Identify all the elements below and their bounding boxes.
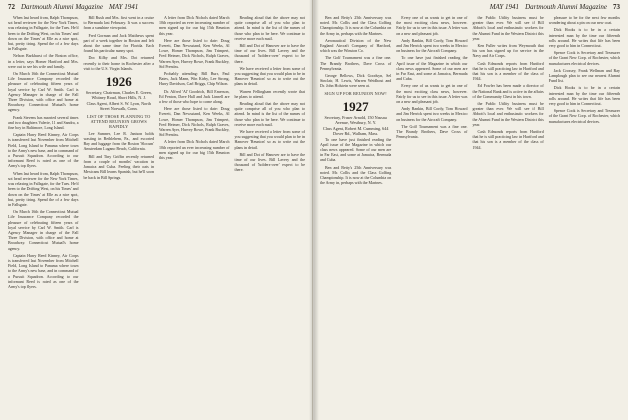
paragraph: A letter from Dick Nichols dated March 10th reported an ever increasing number of men signed up for our big 15th Reunion this year. — [159, 139, 230, 161]
paragraph: Andy Rankin, Bill Cordy, Tom Howard and Jim Herrick spent two weeks in Mexico on business for the Aircraft Company. — [396, 37, 468, 54]
paragraph: Lee Sumner, Lee R. Janison holds wasting in Bethlehem, Pa., and escorted Bay and luggage from the Boston 'Slocum' Amsterdam Lugano Beach, California. — [83, 130, 154, 152]
paragraph: the Public Utility business must be greater than ever. We will see if Bill Abbott's local and enthusiastic workers for the Alumni Fund in the Western District this year. — [472, 15, 544, 41]
paragraph: Here are those listed to date: Doug Everett, Dan Newsstand, Ken Weeks, Al Lowe, Homer Thompson, Jim Trimpert, Fred Heimer, Dick Nichols, Ralph Graves, Warren Ayer, Harvey Rowe, Frank Buckley, Sid Prentiss. — [159, 106, 230, 138]
paragraph: Ben and Betty's 25th Anniversary was noted. Mr. Collis and the Class Golfing Championship. It is now at the Columbia on the Army in, perhaps with the Marines. — [320, 15, 392, 36]
paragraph: We have received a letter from some of you suggesting that you would plan to be in Hanover 'Reunion' so as to write out the plans in detail. — [234, 129, 305, 150]
paragraph: Every one of us wants to get in one of the most exciting class news, however. Fairly for us to see in this issue. A letter was on a new and pleasant job. — [396, 15, 468, 36]
paragraph: Cash Edmonds reports from Hartford that he is still practicing law in Hartford and that his son is a member of the class of 1944. — [472, 129, 544, 150]
paragraph: Andy Rankin, Bill Cordy, Tom Howard and Jim Herrick spent two weeks in Mexico on business for the Aircraft Company. — [396, 106, 468, 122]
paragraph: Jack Crossey, Frank Wellman and Ray Lamplough plan to see our nearest Alumni Fund list. — [548, 67, 620, 84]
paragraph: Ben and Betty's 25th Anniversary was noted. Mr. Collis and the Class Golfing Championship. It is now at the Columbia on the Army in, perhaps with the Marines. — [320, 164, 392, 186]
column-1 — [8, 15, 79, 291]
class-agent: Class Agent, Albert S. W. Lyon, North Street Norwalk, Conn. — [86, 100, 151, 112]
page-number: 72 — [8, 3, 15, 11]
issue-date: MAY 1941 — [108, 3, 139, 11]
paragraph: On March 16th the Connecticut Mutual Life Insurance Company recorded the pleasure of celebrating fifteen years of loyal service by Carl W. Smith. Carl is Agency Manager in charge of the Fall Three Division, with office and home at Broadway. Connecticut Mutual's home agency. — [8, 209, 79, 251]
reunion-signup-notice: SIGN UP FOR REUNION NOW! — [324, 90, 387, 96]
column-4 — [549, 15, 620, 188]
paragraph: Dick Hooks is to be in a certain interested man by the time our fifteenth rolls around. He writes that life has been very good to him in Connecticut. — [548, 85, 620, 107]
issue-date: MAY 1941 — [489, 3, 520, 11]
paragraph: Fred Gorman and Jack Matthews spent part of a week together in Boston and left about the same time for Florida. Each found his particular sunny spot. — [83, 32, 154, 54]
paragraph: Ken Fuller writes from Weymouth that his son has signed up for service in the Navy and Air Corps. — [472, 43, 544, 59]
paragraph: Nelson Barkhurst of the Boston office, in a letter, says Homer Hartford and Mrs. were out to see his wife and family. — [8, 53, 79, 69]
paragraph: Aeronautical Division of the New England Aircraft Company of Hartford, which was the Winston Co. — [320, 37, 392, 54]
paragraph: Reading aloud that the above may not quite comprise all of you who plan to attend. In mind is the list of the names of those who plan to be here. We continue to receive more each mail. — [234, 101, 305, 127]
right-columns — [320, 15, 620, 188]
paragraph: The Golf Tournament was a fine one. The Brandy Brothers, Dave Cross of Pennsylvania. — [396, 123, 468, 140]
left-columns — [8, 15, 305, 291]
class-year-heading: 1926 — [105, 74, 132, 90]
paragraph: pleasure to be for the next few months wondering about a pin on our new coat. — [548, 15, 620, 26]
publication-title: Dartmouth Alumni Magazine — [525, 3, 607, 11]
paragraph: Dr. Alfred 'Al' Goodrich, Bill Emerson, Ed Fenton, Dave Hall and Jack Linnell are a few of those who hope to come along. — [159, 88, 230, 105]
paragraph: We have received a letter from some of you suggesting that you would plan to be in Hanover 'Reunion' so as to write out the plans in detail. — [234, 65, 305, 87]
paragraph: Cash Edmonds reports from Hartford that he is still practicing law in Hartford and that his son is a member of the class of 1944. — [472, 60, 544, 82]
right-page — [313, 0, 628, 420]
paragraph: Dick Hooks is to be in a certain interested man by the time our fifteenth rolls around. He writes that life has been very good to him in Connecticut. — [548, 27, 620, 49]
paragraph: Spence Cook is Secretary and Treasurer of the Grant New Corp. of Rochester, which manufactures electrical devices. — [548, 108, 620, 124]
column-4 — [235, 15, 306, 291]
paragraph: Every one of us wants to get in one of the most exciting class news, however. Fairly for us to see in this issue. A letter was on a new and pleasant job. — [396, 83, 468, 105]
paragraph: The Golf Tournament was a fine one. The Brandy Brothers, Dave Cross of Pennsylvania. — [320, 55, 392, 71]
column-3 — [159, 15, 230, 291]
paragraph: Bill and Dot of Hanover are to have the time of our lives. Bill Lavery and the thousand of 'holders-over' expect to be there. — [234, 43, 305, 64]
section-subheading: LIST OF THOSE PLANNING TO ATTEND REUNION GROWS RAPIDLY — [86, 113, 151, 130]
paragraph: Bill and Dot of Hanover are to have the time of our lives. Bill Lavery and the thousand of 'holders-over' expect to be there. — [234, 151, 305, 173]
paragraph: Bill Rush and Mrs. first went in a cruise to Bermuda last February. It was a success from a sunshine viewpoint. — [83, 15, 154, 31]
paragraph: A letter from Dick Nichols dated March 10th reported an ever increasing number of men signed up for our big 15th Reunion this year. — [159, 15, 230, 36]
paragraph: On March 16th the Connecticut Mutual Life Insurance Company recorded the pleasure of celebrating fifteen years of loyal service by Carl W. Smith. Carl is Agency Manager in charge of the Fall Three Division, with office and home at Broadway. Connecticut Mutual's home agency. — [8, 71, 79, 113]
paragraph: George Bellows, Dick Goodsyn, Sel Sinclair, H. Lewis, Warren Weidhout and Dr. John Holstein were seen at. — [320, 73, 392, 89]
paragraph: Captain Harry Reed Kinney, Air Corps is transferred last November from Mitchell Field, Long Island to Panama where town to the Army's new base, and in command of a Pursuit Squadron. According to our informant Reed is rated as one of the Army's top flyers. — [8, 132, 79, 169]
class-secretary: Secretary, Chairman, Charles E. Green, Whitney Road, Short Hills, N. J. — [85, 90, 152, 101]
paragraph: To one have just finished reading the April issue of the Magazine in which our class news appeared. Some of our men are in Far East, and some at Jamaica, Bermuda and Cuba. — [320, 136, 392, 163]
paragraph: Ed Fowler has been made a director of the National Bank and is active in the affairs of the Community Chest in his town. — [472, 83, 544, 99]
paragraph: When last heard from, Ralph Thompson, sot head reviewer for the New York Times, was relaxing in Fallsgate, for the Tues. He'd been to the Drifting West, on his Times' and down on the Times' at Elle as a nice spot, but, pretty tiring. Spend the of a few days in Fallsgate. — [8, 15, 79, 52]
paragraph: the Public Utility business must be greater than ever. We will see if Bill Abbott's local and enthusiastic workers for the Alumni Fund in the Western District this year. — [472, 101, 544, 127]
left-page-header — [8, 3, 305, 13]
right-page-header — [320, 3, 620, 13]
class-year-heading: 1927 — [342, 99, 369, 115]
paragraph: Here are those listed to date: Doug Everett, Dan Newsstand, Ken Weeks, Al Lowe, Homer Thompson, Jim Trimpert, Fred Heimer, Dick Nichols, Ralph Graves, Warren Ayer, Harvey Rowe, Frank Buckley, Sid Prentiss. — [159, 37, 230, 69]
publication-title: Dartmouth Alumni Magazine — [21, 3, 103, 11]
column-2 — [84, 15, 155, 291]
left-page — [0, 0, 313, 420]
column-1 — [320, 15, 391, 188]
class-agent: Class Agent, Robert M. Cumming, 644 Dover Rd., Walham, Mass. — [322, 125, 389, 137]
paragraph: When last heard from, Ralph Thompson, sot head reviewer for the New York Times, was relaxing in Fallsgate, for the Tues. He'd been to the Drifting West, on his Times' and down on the Times' at Elle as a nice spot, but, pretty tiring. Spend the of a few days in Fallsgate. — [8, 170, 79, 207]
paragraph: Bill and Tiny Griffin recently returned from a couple of months' vacation in Jamaica and Cuba. Feeling their oats in Mexicans Bill learns Spanish, but he'll soon be back in Bill Springs. — [83, 153, 154, 180]
paragraph: Captain Harry Reed Kinney, Air Corps is transferred last November from Mitchell Field, Long Island to Panama where town to the Army's new base, and in command of a Pursuit Squadron. According to our informant Reed is rated as one of the Army's top flyers. — [8, 252, 79, 289]
paragraph: Spence Cook is Secretary and Treasurer of the Grant New Corp. of Rochester, which manufactures electrical devices. — [548, 50, 620, 66]
paragraph: Doc Kilby and Mrs. Dot returned recently to their home in Rochester after a visit to the U.S. Virgin Islands. — [83, 55, 154, 71]
page-number: 73 — [613, 3, 620, 11]
paragraph: Warren Fellingham recently wrote that he plans to attend. — [234, 88, 305, 99]
class-secretary: Secretary, Fraser Arnold, 150 Nassau Avenue, Westbury, N. Y. — [324, 115, 387, 126]
paragraph: Frank Stevens has married several times and two daughters Valerie, 11 and Sandra, a fine boy in Baltimore, Long Island. — [8, 114, 79, 131]
column-2 — [396, 15, 467, 188]
paragraph: Reading aloud that the above may not quite comprise all of you who plan to attend. In mind is the list of the names of those who plan to be here. We continue to receive more each mail. — [234, 15, 305, 41]
column-3 — [473, 15, 544, 188]
paragraph: Probably attending: Bill Burr, Paul Bates, Jack Mann, Win Kirby, Lee Strong, Harry Davidson, Carl Briggs, Chip Wilson. — [159, 71, 230, 87]
paragraph: To one have just finished reading the April issue of the Magazine in which our class news appeared. Some of our men are in Far East, and some at Jamaica, Bermuda and Cuba. — [396, 55, 468, 82]
